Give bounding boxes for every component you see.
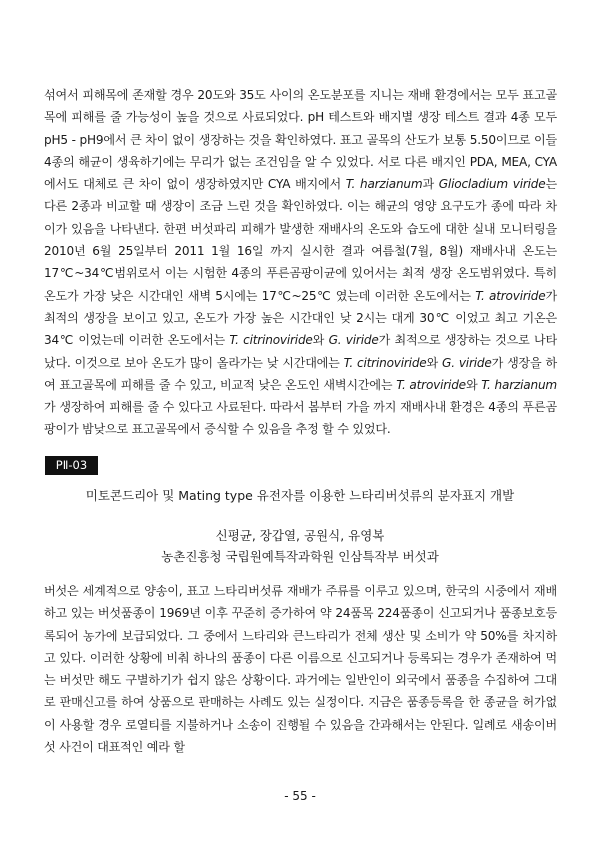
text-run: 와 [465,377,482,392]
body-paragraph-2: 버섯은 세계적으로 양송이, 표고 느타리버섯류 재배가 주류를 이루고 있으며, 한국의 시중에서 재배하고 있는 버섯품종이 1969년 이후 꾸준히 증가하여 약 24품목 224품종이 신고되거나 품종보호등록되어 농가에 보급되었다. 그 중에서 느타리와 큰느타리가 전체 생산 및 소비가 약 50%를 차지하고 있다. 이러한 상황에 비춰 하나의 품종이 다른 이름으로 신고되거나 등록되는 경우가 존재하여 먹는 버섯만 해도 구별하기가 쉽지 않은 상황이다. 과거에는 일반인이 외국에서 품종을 수집하여 그대로 판매신고를 하여 상품으로 판매하는 사례도 있는 실정이다. 지금은 품종등록을 한 종균을 허가없이 사용할 경우 로열티를 지불하거나 소송이 진행될 수 있음을 간과해서는 안된다. 일례로 새송이버섯 사건이 대표적인 예라 할 [44,584,557,755]
authors: 신평균, 장갑열, 공원식, 유영복 [215,528,385,543]
page-number: - 55 - [284,789,316,803]
text-run: 는 다른 2종과 비교할 때 생장이 조금 느린 것을 확인하였다. 이는 해균의 영양 요구도가 종에 따라 차이가 있음을 나타낸다. 한편 버섯파리 피해가 발생한 재배사의 온도와 습도에 대한 실내 모니터링을 2010년 6월 25일부터 2011 1월 16일 까지 실시한 결과 여름철(7월, 8월) 재배사내 온도는 17℃~34℃범위로서 이는 시험한 4종의 푸른곰팡이균에 있어서는 최적 생장 온도범위였다. 특히 온도가 가장 낮은 시간대인 새벽 5시에는 17℃~25℃ 였는데 이러한 온도에서는 [44,177,557,303]
species-name: G. viride [442,355,492,370]
affiliation: 농촌진흥청 국립원예특작과학원 인삼특작부 버섯과 [161,549,439,564]
text-run: 가 생장을 하여 표고골목에 피해를 줄 수 있고, 비교적 낮은 온도인 새벽시간에는 [44,355,557,392]
text-run: 가 최적으로 생장하는 것으로 나타났다. 이것으로 보아 온도가 많이 올라가는 낮 시간대에는 [44,333,557,370]
section-tag: PⅡ-03 [45,456,98,475]
species-name: T. citrinoviride [343,355,427,370]
species-name: T. atroviride [396,377,466,392]
species-name: T. citrinoviride [229,333,313,348]
text-run: 가 생장하여 피해를 줄 수 있다고 사료된다. 따라서 봄부터 가을 까지 재배사내 환경은 4종의 푸른곰팡이가 밤낮으로 표고골목에서 증식할 수 있음을 추정 할 수 있었다. [44,400,557,437]
text-run: 와 [426,355,443,370]
text-run: 와 [312,333,329,348]
text-run: 과 [422,177,439,192]
species-name: T. harzianum [481,377,558,392]
species-name: Gliocladium viride [438,177,546,192]
species-name: G. viride [328,333,379,348]
text-run: 섞여서 피해목에 존재할 경우 20도와 35도 사이의 온도분포를 지니는 재배 환경에서는 모두 표고골목에 피해를 줄 가능성이 높을 것으로 사료되었다. pH 테스트와 배지별 생장 테스트 결과 4종 모두 pH5 - pH9에서 큰 차이 없이 생장하는 것을 확인하였다. 표고 골목의 산도가 보통 5.50이므로 이들 4종의 해균이 생육하기에는 무리가 없는 조건임을 알 수 있었다. 서로 다른 배지인 PDA, MEA, CYA 에서도 대체로 큰 차이 없이 생장하였지만 CYA 배지에서 [44,88,557,192]
text-run: 가 최적의 생장을 보이고 있고, 온도가 가장 높은 시간대인 낮 2시는 대게 30℃ 이었고 최고 기온은 34℃ 이었는데 이러한 온도에서는 [44,288,557,348]
article-title: 미토콘드리아 및 Mating type 유전자를 이용한 느타리버섯류의 분자표지 개발 [85,488,515,503]
species-name: T. harzianum [345,177,423,192]
species-name: T. atroviride [475,288,546,303]
body-paragraph-1 [44,84,557,441]
